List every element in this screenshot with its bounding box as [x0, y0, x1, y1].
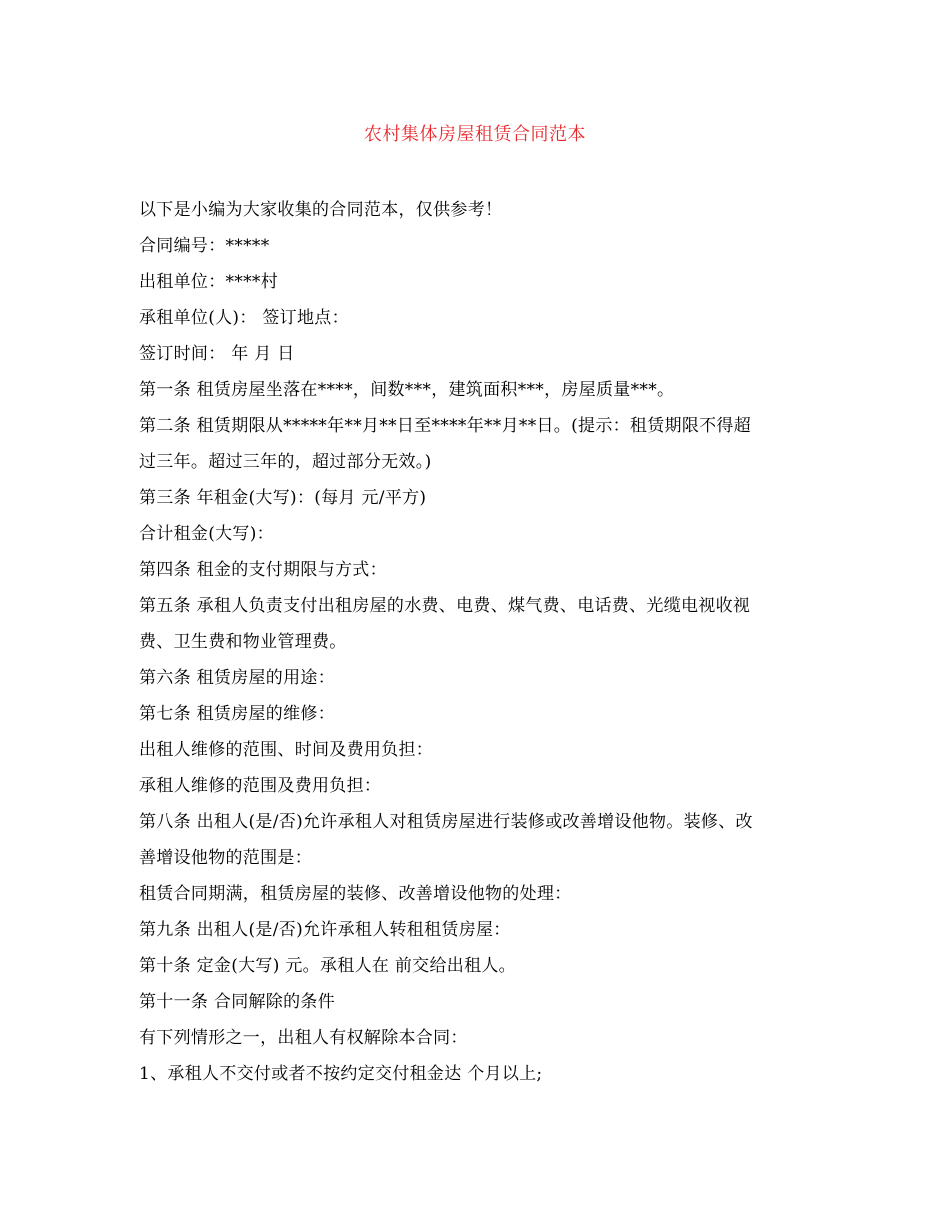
paragraph-line: 第二条 租赁期限从*****年**月**日至****年**月**日。(提示：租赁期限不得超	[139, 416, 752, 436]
paragraph-line: 合计租金(大写)：	[139, 524, 274, 544]
paragraph-line: 租赁合同期满，租赁房屋的装修、改善增设他物的处理：	[139, 884, 572, 904]
paragraph-line: 第十一条 合同解除的条件	[139, 992, 336, 1012]
document-body	[139, 192, 819, 1092]
document-title: 农村集体房屋租赁合同范本	[364, 124, 586, 145]
paragraph-line: 第四条 租金的支付期限与方式：	[139, 560, 387, 580]
paragraph-line: 善增设他物的范围是：	[139, 848, 312, 868]
paragraph-line: 承租人维修的范围及费用负担：	[139, 776, 382, 796]
paragraph-line: 第七条 租赁房屋的维修：	[139, 704, 336, 724]
paragraph-line: 1、承租人不交付或者不按约定交付租金达 个月以上;	[139, 1064, 543, 1084]
paragraph-line: 签订时间： 年 月 日	[139, 344, 295, 364]
paragraph-line: 第九条 出租人(是/否)允许承租人转租租赁房屋：	[139, 920, 511, 940]
paragraph-line: 合同编号：*****	[139, 236, 270, 256]
paragraph-line: 费、卫生费和物业管理费。	[139, 632, 347, 652]
paragraph-line: 出租单位：****村	[139, 272, 278, 292]
paragraph-line: 第八条 出租人(是/否)允许承租人对租赁房屋进行装修或改善增设他物。装修、改	[139, 812, 753, 832]
paragraph-line: 第五条 承租人负责支付出租房屋的水费、电费、煤气费、电话费、光缆电视收视	[139, 596, 751, 616]
paragraph-line: 第十条 定金(大写) 元。承租人在 前交给出租人。	[139, 956, 516, 976]
paragraph-line: 第一条 租赁房屋坐落在****，间数***，建筑面积***，房屋质量***。	[139, 380, 675, 400]
paragraph-line: 第六条 租赁房屋的用途：	[139, 668, 336, 688]
paragraph-line: 以下是小编为大家收集的合同范本，仅供参考！	[139, 200, 503, 220]
paragraph-line: 过三年。超过三年的，超过部分无效。)	[139, 452, 432, 472]
paragraph-line: 有下列情形之一，出租人有权解除本合同：	[139, 1028, 468, 1048]
paragraph-line: 第三条 年租金(大写)：(每月 元/平方)	[139, 488, 427, 508]
paragraph-line: 出租人维修的范围、时间及费用负担：	[139, 740, 434, 760]
paragraph-line: 承租单位(人)： 签订地点：	[139, 308, 349, 328]
